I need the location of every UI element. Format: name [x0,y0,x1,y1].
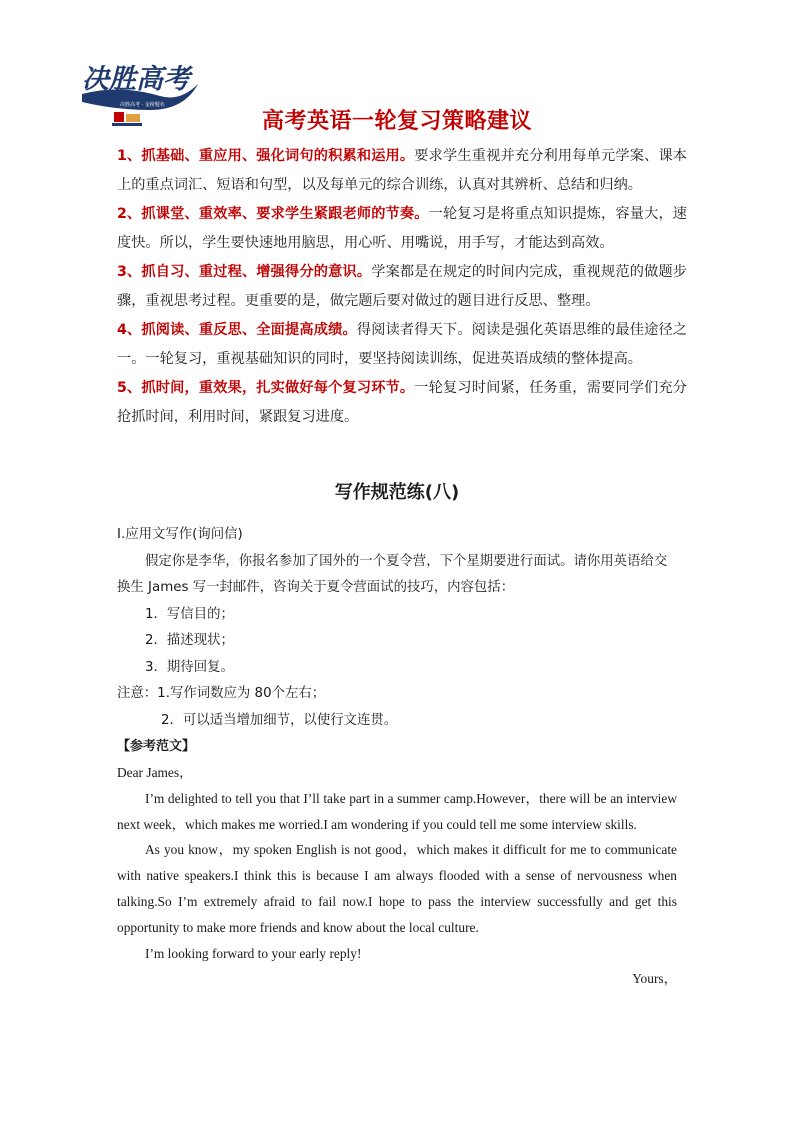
page-title: 高考英语一轮复习策略建议 [261,109,532,134]
requirement-item: 2．描述现状； [145,633,234,648]
reference-label: 【参考范文】 [117,739,196,754]
note-1: 注意：1.写作词数应为 80个左右； [117,686,326,701]
exercise-heading: Ⅰ.应用文写作(询问信) [117,527,243,542]
letter-paragraph: I’m delighted to tell you that I’ll take part in a summer camp.However，there will be an interview next week，which makes me worried.I am wondering if you could tell me some interview skills. [117,790,677,832]
exercise-prompt: 假定你是李华，你报名参加了国外的一个夏令营，下个星期要进行面试。请你用英语给交换生 James 写一封邮件，咨询关于夏令营面试的技巧，内容包括： [117,553,668,595]
letter-paragraph: As you know，my spoken English is not good，which makes it difficult for me to communicate with native speakers.I think this is because I am always flooded with a sense of nervousness when talking.So I’m extremely afraid to fail now.I hope to pass the interview successfully and get this opportunity to make more friends and know about the local culture. [117,842,677,935]
requirement-item: 3．期待回复。 [145,659,234,675]
writing-exercise [117,522,677,992]
strategy-tips [117,142,687,432]
letter-paragraph: I’m looking forward to your early reply! [145,945,362,961]
section-title: 写作规范练(八) [334,482,460,503]
requirement-item: 1．写信目的； [145,606,234,622]
tip-4: 4、抓阅读、重反思、全面提高成绩。得阅读者得天下。阅读是强化英语思维的最佳途径之一。一轮复习，重视基础知识的同时，要坚持阅读训练，促进英语成绩的整体提高。 [117,322,687,367]
tip-3: 3、抓自习、重过程、增强得分的意识。学案都是在规定的时间内完成，重视规范的做题步骤，重视思考过程。更重要的是，做完题后要对做过的题目进行反思、整理。 [117,264,687,309]
note-2: 2．可以适当增加细节，以使行文连贯。 [161,712,398,728]
logo-subtext: 决胜高考 · 金榜题名 [120,102,165,108]
letter-closing: Yours， [632,971,677,987]
logo-text: 决胜高考 [82,64,190,95]
letter-salutation: Dear James， [117,765,193,780]
tip-2: 2、抓课堂、重效率、要求学生紧跟老师的节奏。一轮复习是将重点知识提炼，容量大，速度快。所以，学生要快速地用脑思，用心听、用嘴说，用手写，才能达到高效。 [117,206,687,251]
tip-5: 5、抓时间，重效果，扎实做好每个复习环节。一轮复习时间紧，任务重，需要同学们充分抢抓时间，利用时间，紧跟复习进度。 [117,380,687,425]
tip-1: 1、抓基础、重应用、强化词句的积累和运用。要求学生重视并充分利用每单元学案、课本上的重点词汇、短语和句型，以及每单元的综合训练，认真对其辨析、总结和归纳。 [117,148,687,193]
